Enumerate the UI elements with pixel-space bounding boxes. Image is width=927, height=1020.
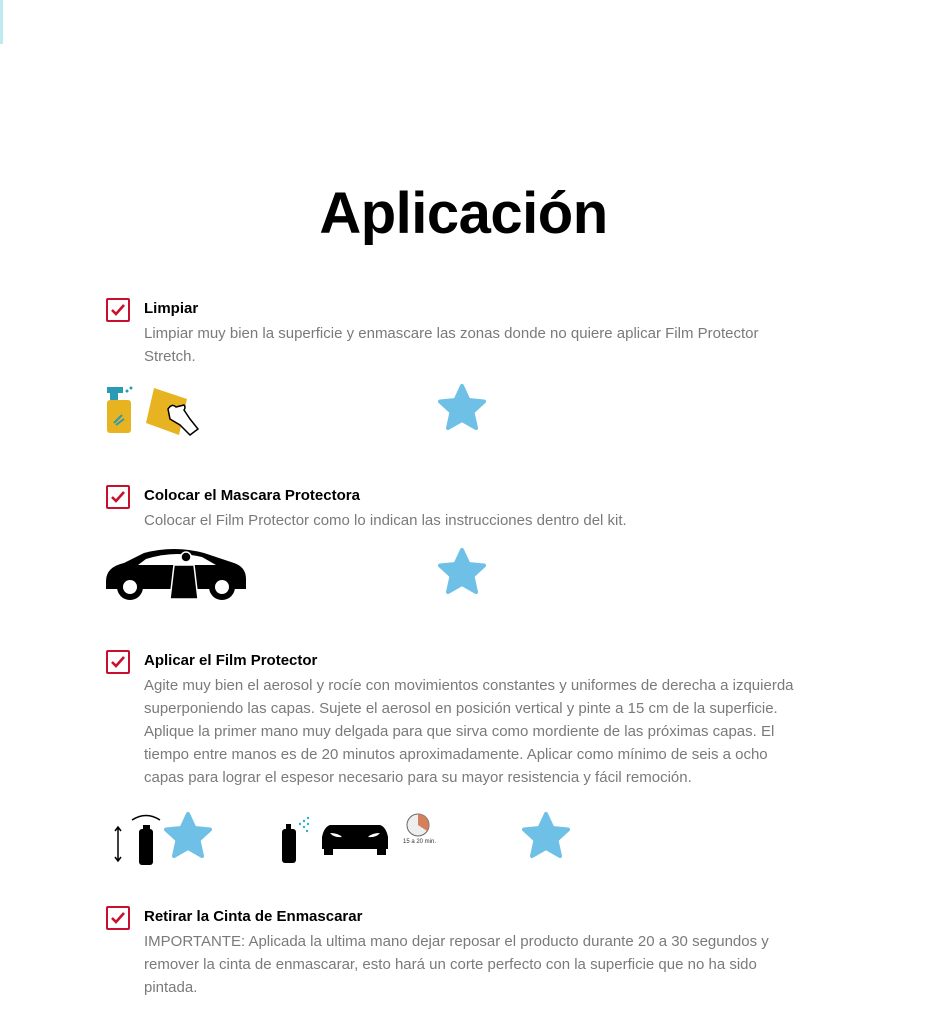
shake-vertical-spray-can-icon: [112, 812, 164, 866]
step-title: Colocar el Mascara Protectora: [144, 487, 360, 504]
star-icon: [437, 383, 487, 433]
checkbox-checked-icon: [106, 650, 130, 674]
left-edge-decoration: [0, 0, 3, 44]
clock-icon: [406, 813, 430, 837]
spray-bottle-icon: [104, 385, 134, 435]
step-title: Retirar la Cinta de Enmascarar: [144, 908, 363, 925]
step-title: Aplicar el Film Protector: [144, 652, 318, 669]
step-description: Limpiar muy bien la superficie y enmascare las zonas donde no quiere aplicar Film Protector Stretch.: [144, 325, 759, 365]
car-front-icon: [322, 823, 388, 857]
clock-label: 15 a 20 min.: [403, 839, 437, 845]
star-icon: [437, 547, 487, 597]
page-title: Aplicación: [319, 181, 608, 246]
step-description: Agite muy bien el aerosol y rocíe con movimientos constantes y uniformes de derecha a izquierda superponiendo las capas. Sujete el aerosol en posición vertical y pinte a 15 cm de la superficie. Aplique la primer mano muy delgada para que sirva como mordiente de las próximas capas. El tiempo entre manos es de 20 minutos aproximadamente. Aplicar como mínimo de seis a ocho capas para lograr el espesor necesario para su mayor resistencia y fácil remoción.: [144, 677, 794, 786]
checkbox-checked-icon: [106, 485, 130, 509]
checkbox-checked-icon: [106, 298, 130, 322]
checkbox-checked-icon: [106, 906, 130, 930]
cloth-hand-icon: [144, 385, 202, 437]
car-with-person-icon: [104, 545, 248, 601]
step-description: Colocar el Film Protector como lo indican las instrucciones dentro del kit.: [144, 512, 627, 529]
spray-can-icon: [280, 812, 310, 866]
step-description: IMPORTANTE: Aplicada la ultima mano dejar reposar el producto durante 20 a 30 segundos y remover la cinta de enmascarar, esto hará un corte perfecto con la superficie que no ha sido pintada.: [144, 933, 769, 996]
star-icon: [163, 811, 213, 861]
star-icon: [521, 811, 571, 861]
step-title: Limpiar: [144, 300, 199, 317]
